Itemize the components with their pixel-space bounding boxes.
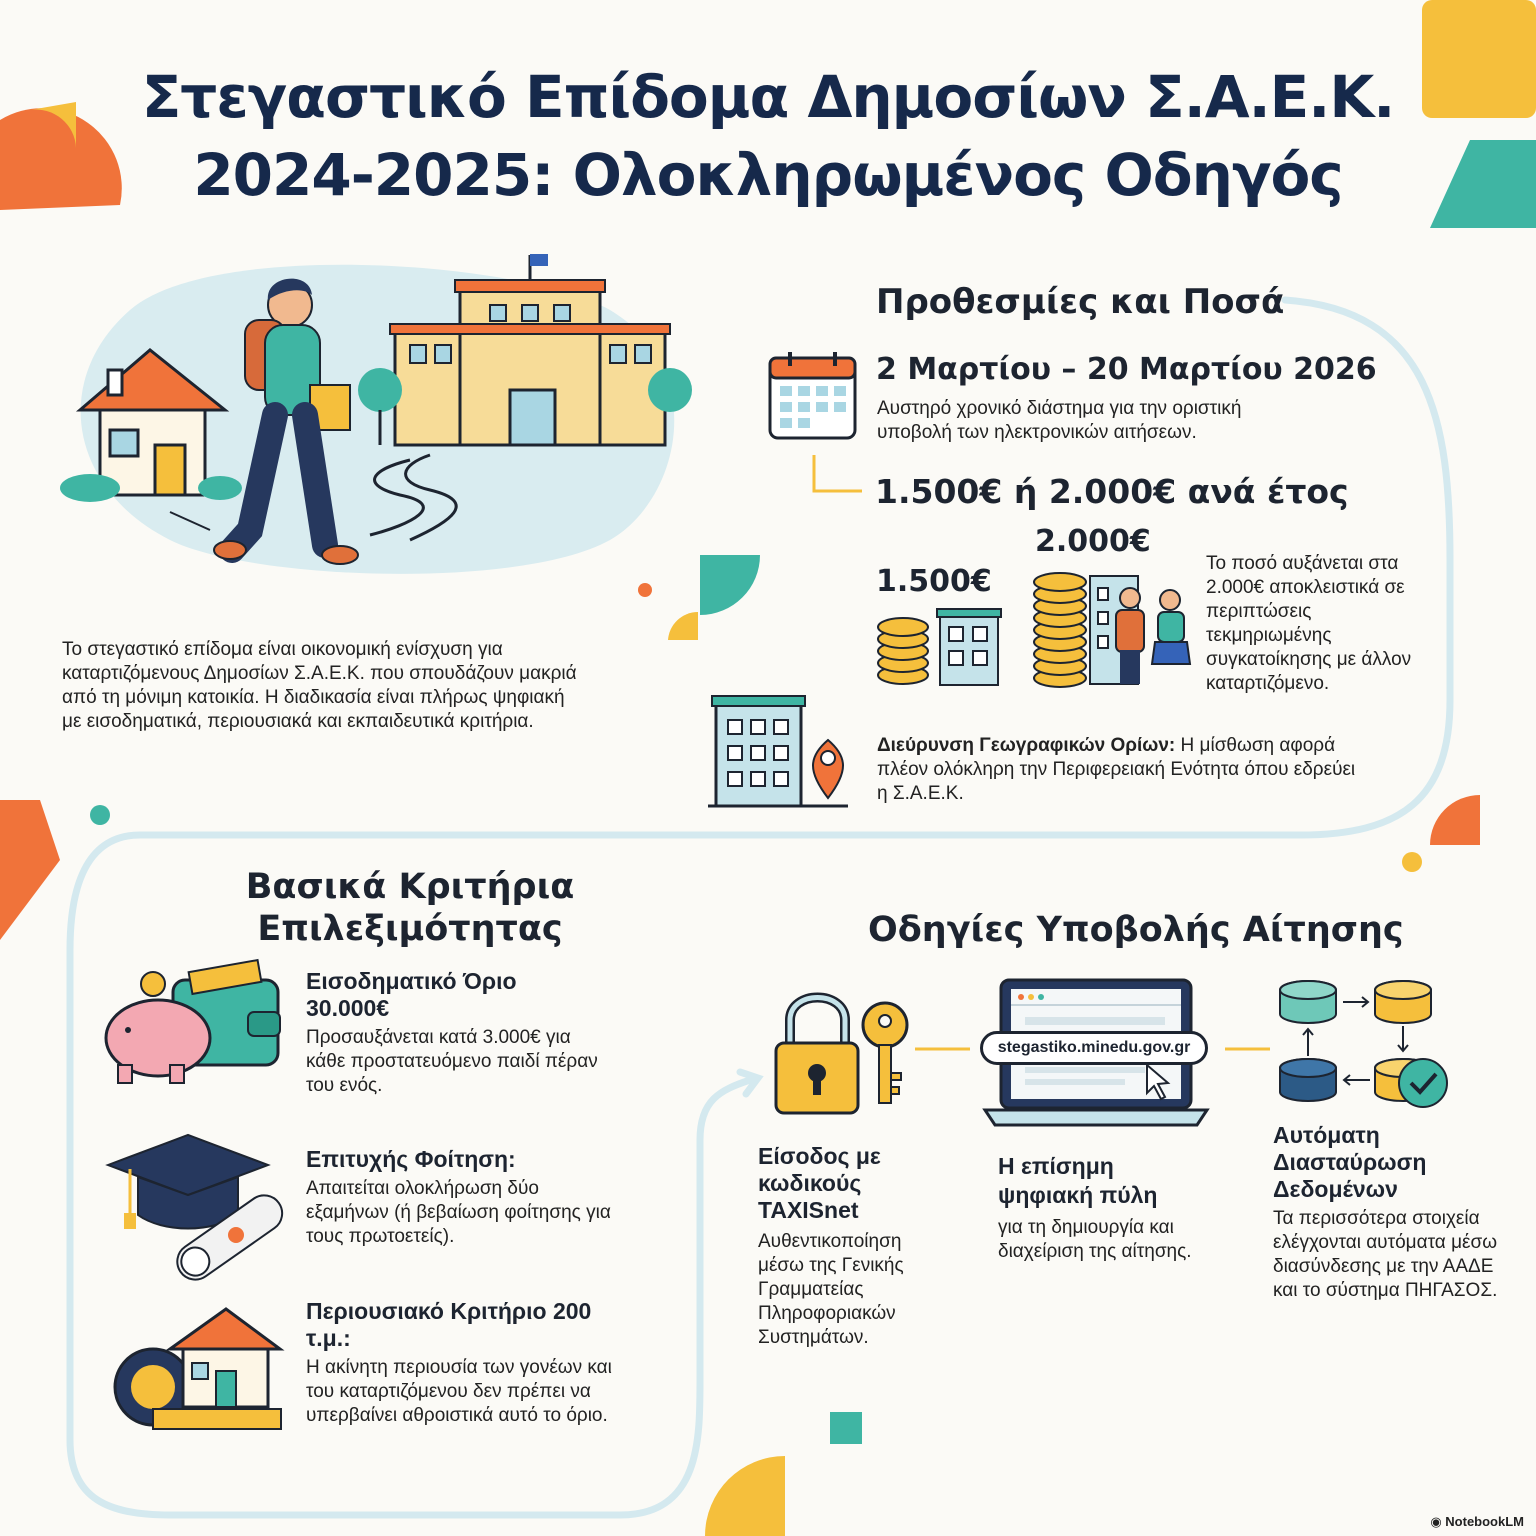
criteria-item-title: Επιτυχής Φοίτηση: <box>306 1146 516 1172</box>
criteria-item-text: Απαιτείται ολοκλήρωση δύο εξαμήνων (ή βεβαίωση φοίτησης για τους πρωτοετείς). <box>306 1178 611 1247</box>
coins-roommates-icon <box>1030 568 1195 690</box>
title-line-1: Στεγαστικό Επίδομα Δημοσίων Σ.Α.Ε.Κ. <box>141 63 1395 131</box>
step-title: Η επίσημη ψηφιακή πύλη <box>998 1153 1158 1208</box>
date-range: 2 Μαρτίου – 20 Μαρτίου 2026 <box>876 352 1377 387</box>
criteria-heading <box>200 866 620 950</box>
intro-text: Το στεγαστικό επίδομα είναι οικονομική ενίσχυση για καταρτιζόμενους Δημοσίων Σ.Α.Ε.Κ. που σπουδάζουν μακριά από τη μόνιμη κατοικία. Η διαδικασία είναι πλήρως ψηφιακή με εισοδηματικά, περιουσιακά και εκπαιδευτικά κριτήρια. <box>62 639 577 732</box>
criteria-item-text: Προσαυξάνεται κατά 3.000€ για κάθε προστατευόμενο παιδί πέραν του ενός. <box>306 1027 598 1096</box>
criteria-heading-line-1: Βασικά Κριτήρια <box>245 867 575 907</box>
step-title: Αυτόματη Διασταύρωση Δεδομένων <box>1273 1122 1427 1202</box>
geo-expansion-desc: Η μίσθωση αφορά πλέον ολόκληρη την Περιφερειακή Ενότητα όπου εδρεύει η Σ.Α.Ε.Κ. <box>877 735 1356 804</box>
criteria-item-text: Η ακίνητη περιουσία των γονέων και του καταρτιζόμενου δεν πρέπει να υπερβαίνει αθροιστικά αυτό το όριο. <box>306 1357 612 1426</box>
step-text: Τα περισσότερα στοιχεία ελέγχονται αυτόματα μέσω διασύνδεσης με την ΑΑΔΕ και το σύστημα ΠΗΓΑΣΟΣ. <box>1273 1208 1498 1301</box>
title-line-2: 2024-2025: Ολοκληρωμένος Οδηγός <box>193 141 1343 209</box>
amount-note: Το ποσό αυξάνεται στα 2.000€ αποκλειστικά σε περιπτώσεις τεκμηριωμένης συγκατοίκησης με άλλον καταρτιζόμενο. <box>1206 553 1412 694</box>
criteria-item-title: Εισοδηματικό Όριο 30.000€ <box>306 968 517 1021</box>
brand-name: NotebookLM <box>1445 1514 1524 1529</box>
database-sync-icon <box>1275 978 1455 1113</box>
step-portal <box>998 1152 1198 1264</box>
step-text: για τη δημιουργία και διαχείριση της αίτησης. <box>998 1217 1192 1262</box>
geo-expansion-label: Διεύρυνση Γεωγραφικών Ορίων: <box>877 735 1176 756</box>
connector-line <box>812 455 872 495</box>
criteria-item-income <box>306 968 606 1098</box>
amount-high: 2.000€ <box>1035 524 1151 559</box>
criteria-item-title: Περιουσιακό Κριτήριο 200 τ.μ.: <box>306 1298 592 1351</box>
step-title: Είσοδος με κωδικούς TAXISnet <box>758 1143 881 1223</box>
piggy-bank-wallet-icon <box>98 960 288 1090</box>
geo-expansion-text <box>877 734 1367 806</box>
step-taxisnet <box>758 1143 933 1350</box>
date-description: Αυστηρό χρονικό διάστημα για την οριστική υποβολή των ηλεκτρονικών αιτήσεων. <box>877 398 1242 443</box>
criteria-heading-line-2: Επιλεξιμότητας <box>257 909 563 949</box>
coins-apartment-icon <box>875 605 1005 690</box>
instructions-heading: Οδηγίες Υποβολής Αίτησης <box>868 910 1404 950</box>
house-tape-measure-icon <box>108 1305 288 1440</box>
amount-low: 1.500€ <box>876 564 992 599</box>
portal-url[interactable]: stegastiko.minedu.gov.gr <box>980 1031 1208 1065</box>
step-text: Αυθεντικοποίηση μέσω της Γενικής Γραμματείας Πληροφοριακών Συστημάτων. <box>758 1231 904 1348</box>
brand-watermark <box>1430 1514 1524 1530</box>
criteria-item-attendance <box>306 1146 616 1249</box>
criteria-item-property <box>306 1298 626 1428</box>
step-auto-check <box>1273 1122 1498 1303</box>
building-location-icon <box>708 692 858 810</box>
amounts-heading: 1.500€ ή 2.000€ ανά έτος <box>875 472 1349 511</box>
lock-key-icon <box>770 985 920 1120</box>
student-walking-illustration <box>50 250 690 590</box>
brand-logo-icon: ◉ <box>1430 1514 1442 1529</box>
calendar-icon <box>765 350 865 445</box>
graduation-cap-diploma-icon <box>108 1125 288 1280</box>
deadlines-heading: Προθεσμίες και Ποσά <box>876 282 1285 322</box>
page-title <box>0 58 1536 214</box>
